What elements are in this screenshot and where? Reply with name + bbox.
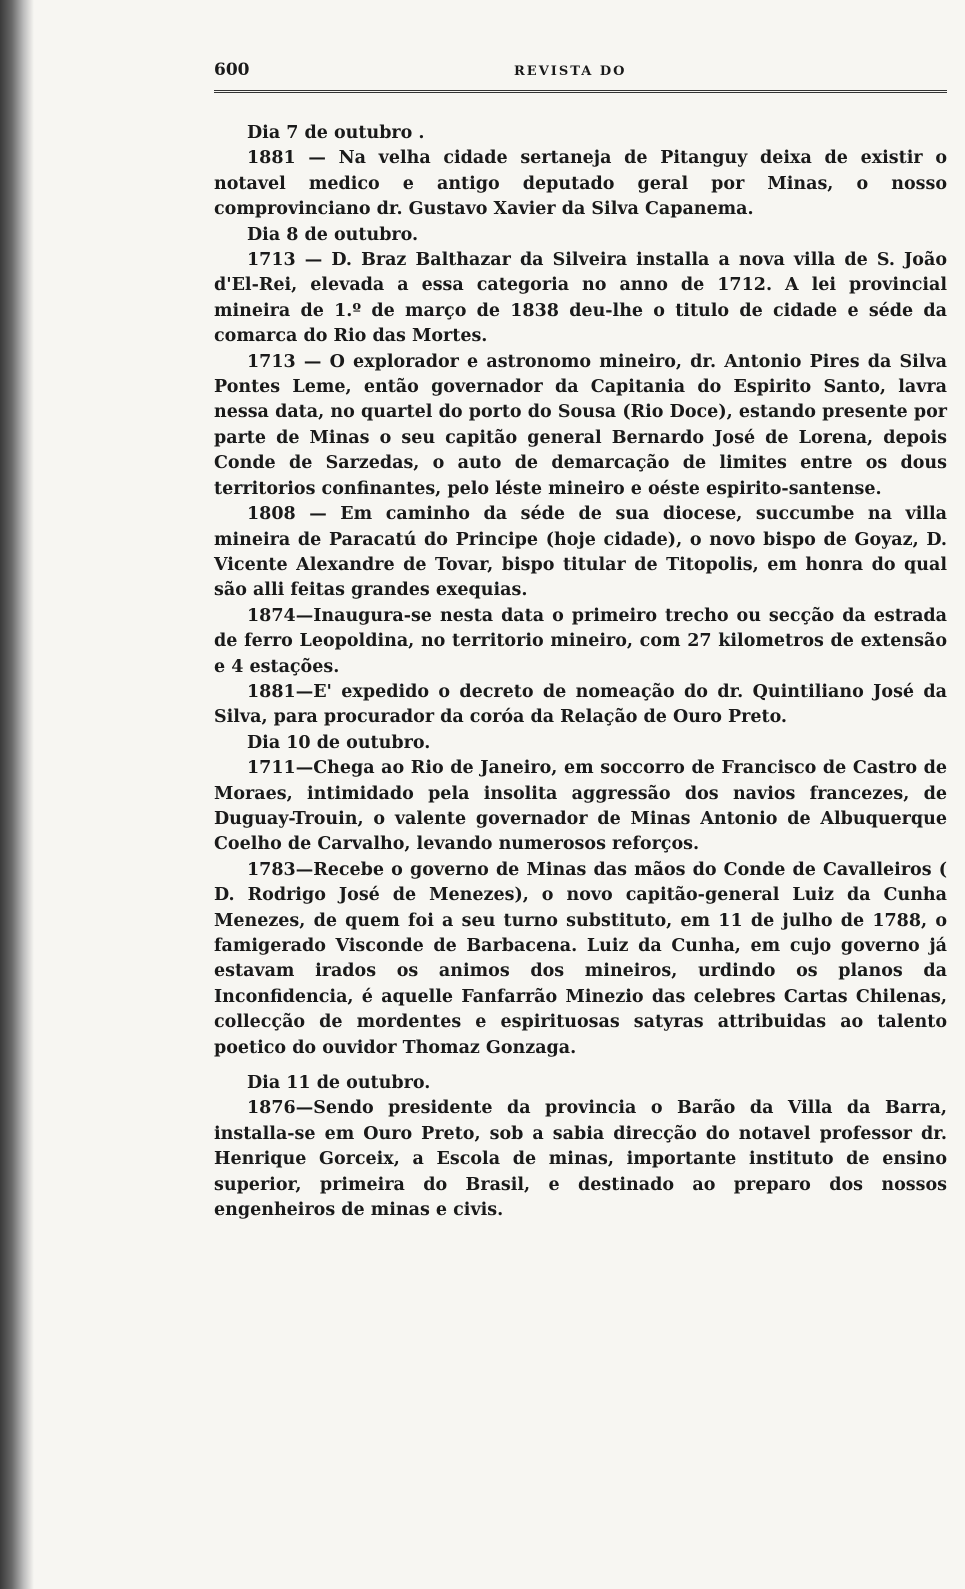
- entry: 1713 — O explorador e astronomo mineiro, dr. Antonio Pires da Silva Pontes Leme, então governador da Capitania do Espirito Santo, lavra nessa data, no quartel do porto do Sousa (Rio Doce), estando presente por parte de Minas o seu capitão general Bernardo José de Lorena, depois Conde de Sarzedas, o auto de demarcação de limites entre os dous territorios confinantes, pelo léste mineiro e oéste espirito-santense.: [214, 351, 947, 499]
- section-oct-11: [214, 1071, 947, 1223]
- entry: 1711—Chega ao Rio de Janeiro, em soccorro de Francisco de Castro de Moraes, intimidado pela insolita aggressão dos navios francezes, de Duguay-Trouin, o valente governador de Minas Antonio de Albuquerque Coelho de Carvalho, levando numerosos reforços.: [214, 758, 947, 855]
- date-heading: Dia 7 de outubro .: [247, 123, 425, 143]
- book-binding-shadow: [0, 0, 34, 1589]
- date-heading: Dia 11 de outubro.: [247, 1073, 431, 1094]
- entry: 1874—Inaugura-se nesta data o primeiro trecho ou secção da estrada de ferro Leopoldina, no territorio mineiro, com 27 kilometros de extensão e 4 estações.: [214, 605, 947, 677]
- section-oct-10: [214, 731, 947, 1061]
- entry: 1881 — Na velha cidade sertaneja de Pitanguy deixa de existir o notavel medico e antigo deputado geral por Minas, o nosso comprovinciano dr. Gustavo Xavier da Silva Capanema.: [214, 148, 947, 220]
- entry: 1808 — Em caminho da séde de sua diocese, succumbe na villa mineira de Paracatú do Principe (hoje cidade), o novo bispo de Goyaz, D. Vicente Alexandre de Tovar, bispo titular de Titopolis, em honra do qual são alli feitas grandes exequias.: [214, 504, 947, 601]
- section-oct-8: [214, 223, 947, 731]
- date-heading: Dia 10 de outubro.: [247, 732, 431, 753]
- date-heading: Dia 8 de outubro.: [247, 224, 419, 245]
- page-number: 600: [214, 60, 250, 80]
- running-head: REVISTA DO: [514, 64, 627, 79]
- page-header: [214, 60, 947, 93]
- section-gap: [214, 1061, 947, 1071]
- entry: 1881—E' expedido o decreto de nomeação do dr. Quintiliano José da Silva, para procurador da coróa da Relação de Ouro Preto.: [214, 681, 947, 728]
- section-oct-7: [214, 121, 947, 223]
- body-text: [214, 121, 947, 1223]
- entry: 1713 — D. Braz Balthazar da Silveira installa a nova villa de S. João d'El-Rei, elevada a essa categoria no anno de 1712. A lei provincial mineira de 1.º de março de 1838 deu-lhe o titulo de cidade e séde da comarca do Rio das Mortes.: [214, 250, 947, 347]
- entry: 1783—Recebe o governo de Minas das mãos do Conde de Cavalleiros ( D. Rodrigo José de Menezes), o novo capitão-general Luiz da Cunha Menezes, de quem foi a seu turno substituto, em 11 de julho de 1788, o famigerado Visconde de Barbacena. Luiz da Cunha, em cujo governo já estavam irados os animos dos mineiros, urdindo os planos da Inconfidencia, é aquelle Fanfarrão Minezio das celebres Cartas Chilenas, collecção de mordentes e espirituosas satyras attribuidas ao talento poetico do ouvidor Thomaz Gonzaga.: [214, 859, 947, 1058]
- entry: 1876—Sendo presidente da provincia o Barão da Villa da Barra, installa-se em Ouro Preto, sob a sabia direcção do notavel professor dr. Henrique Gorceix, a Escola de minas, importante instituto de ensino superior, primeira do Brasil, e destinado ao preparo dos nossos engenheiros de minas e civis.: [214, 1098, 947, 1221]
- page: [214, 60, 947, 1223]
